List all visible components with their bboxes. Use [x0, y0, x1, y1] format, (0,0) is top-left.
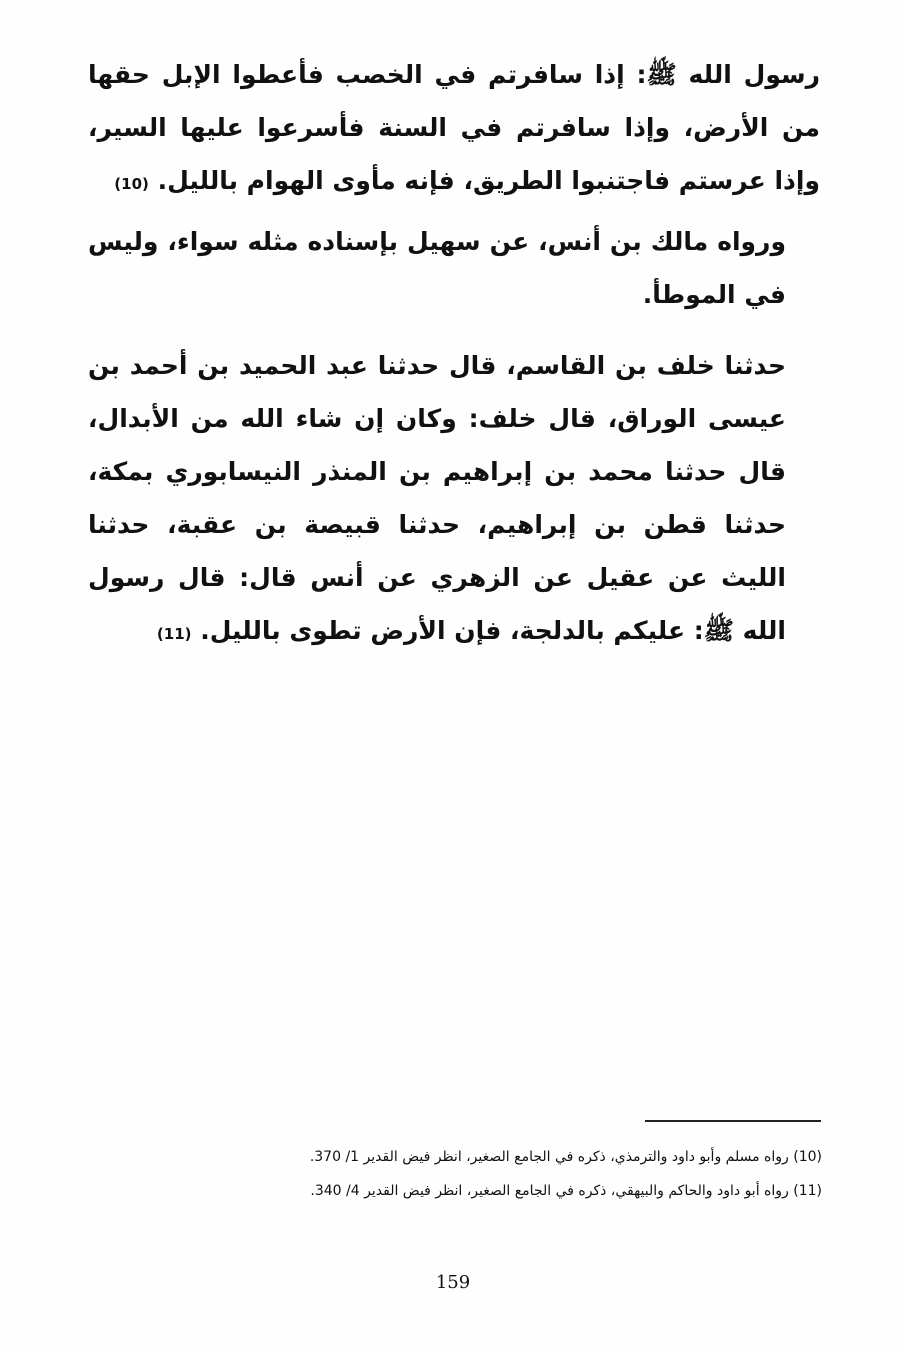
paragraph-1	[88, 48, 820, 211]
footnote-10: (10) رواه مسلم وأبو داود والترمذي، ذكره في الجامع الصغير، انظر فيض القدير 1/ 370.	[309, 1149, 822, 1165]
paragraph-3	[88, 339, 820, 661]
footnote-11: (11) رواه أبو داود والحاكم والبيهقي، ذكره في الجامع الصغير، انظر فيض القدير 4/ 340.	[310, 1183, 822, 1199]
main-text	[88, 48, 820, 661]
page-number: 159	[435, 1272, 471, 1293]
footnote-ref-10: (10)	[114, 175, 149, 193]
paragraph-2	[88, 215, 820, 321]
footnotes	[196, 1140, 822, 1208]
footnote-ref-11: (11)	[156, 625, 192, 643]
footnote-separator	[645, 1120, 821, 1122]
paragraph-3-text: حدثنا خلف بن القاسم، قال حدثنا عبد الحميد بن أحمد بن عيسى الوراق، قال خلف: وكان إن شاء الله من الأبدال، قال حدثنا محمد بن إبراهيم بن المنذر النيسابوري بمكة، حدثنا قطن بن إبراهيم، حدثنا قبيصة بن عقبة، حدثنا الليث عن عقيل عن الزهري عن أنس قال: قال رسول الله ﷺ: عليكم بالدلجة، فإن الأرض تطوى بالليل.	[88, 351, 786, 645]
paragraph-2-text: ورواه مالك بن أنس، عن سهيل بإسناده مثله سواء، وليس في الموطأ.	[88, 227, 786, 309]
paragraph-1-text: رسول الله ﷺ: إذا سافرتم في الخصب فأعطوا الإبل حقها من الأرض، وإذا سافرتم في السنة فأسرعوا عليها السير، وإذا عرستم فاجتنبوا الطريق، فإنه مأوى الهوام بالليل.	[88, 60, 820, 195]
